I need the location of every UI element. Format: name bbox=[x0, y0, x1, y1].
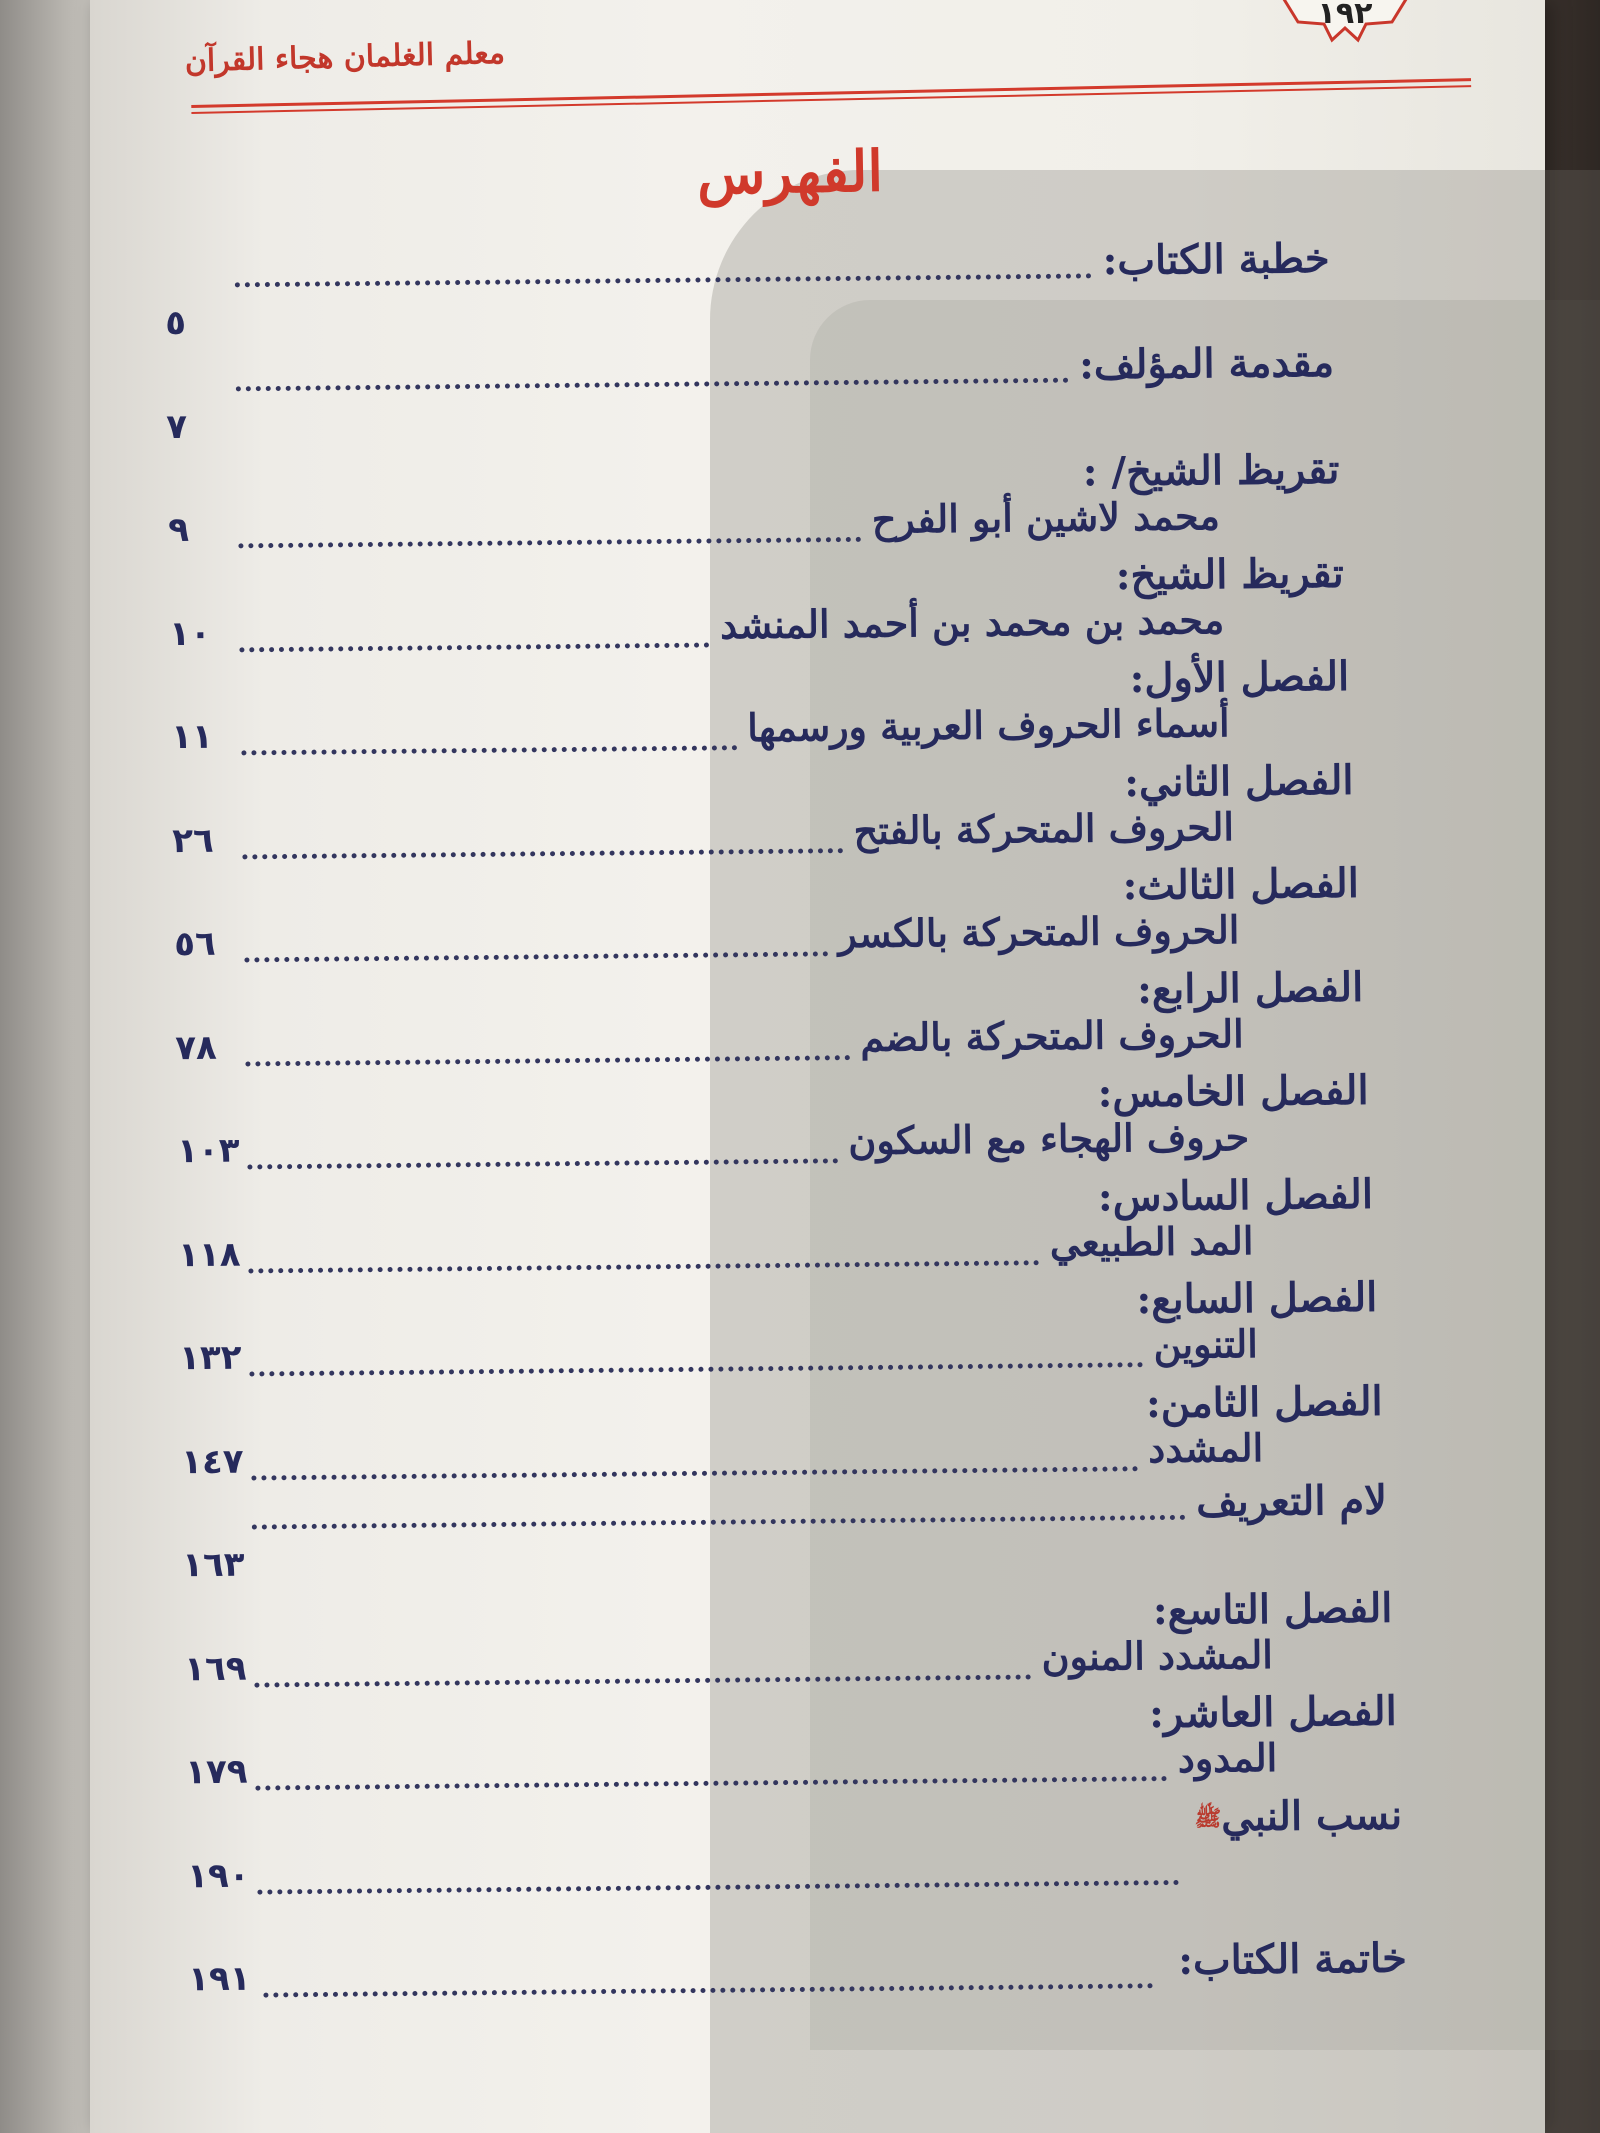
toc-entry-heading: الفصل التاسع: bbox=[1152, 1584, 1393, 1634]
toc-entry bbox=[180, 1377, 1383, 1490]
toc-entry-page-number: ١٦٣ bbox=[182, 1544, 246, 1586]
toc-entry bbox=[172, 756, 1355, 868]
toc-entry bbox=[175, 963, 1364, 1075]
toc-entry bbox=[182, 1476, 1388, 1594]
toc-entry-page-number: ١٩٠ bbox=[186, 1855, 250, 1896]
page-number: ١٩٢ bbox=[1317, 0, 1373, 31]
toc-entry-page-number: ٥ bbox=[165, 302, 187, 344]
toc-entry-heading: الفصل السادس: bbox=[1097, 1170, 1374, 1221]
toc-leader-dots bbox=[263, 1983, 1153, 1997]
toc-entry bbox=[170, 653, 1349, 765]
toc-entry-subtitle: التنوين bbox=[1153, 1320, 1259, 1368]
toc-entry-subtitle: أسماء الحروف العربية ورسمها bbox=[746, 700, 1230, 751]
toc-entry-page-number: ١١ bbox=[170, 716, 213, 758]
toc-entry bbox=[186, 1791, 1402, 1904]
toc-entry bbox=[179, 1274, 1379, 1387]
toc-entry bbox=[169, 549, 1345, 661]
toc-entry-page-number: ١٧٩ bbox=[185, 1751, 248, 1793]
toc-entry-heading: خاتمة الكتاب: bbox=[1178, 1934, 1408, 1985]
toc-entry-page-number: ١٠٣ bbox=[176, 1130, 240, 1172]
toc-leader-dots bbox=[254, 1674, 1031, 1687]
toc-leader-dots bbox=[240, 642, 711, 652]
toc-entry bbox=[188, 1895, 1408, 2008]
toc-entry-page-number: ٧ bbox=[166, 406, 188, 447]
toc-entry-heading: الفصل الثالث: bbox=[1122, 859, 1359, 910]
toc-leader-dots bbox=[248, 1260, 1039, 1273]
toc-entry bbox=[166, 338, 1335, 454]
toc-leader-dots bbox=[256, 1776, 1168, 1791]
toc-entry bbox=[183, 1584, 1393, 1697]
toc-leader-dots bbox=[252, 1515, 1186, 1530]
toc-entry bbox=[176, 1067, 1369, 1179]
toc-entry-heading: الفصل الخامس: bbox=[1096, 1066, 1369, 1117]
toc-entry-subtitle: الحروف المتحركة بالكسر bbox=[837, 907, 1240, 957]
toc-entry-heading: تقريظ الشيخ/ : bbox=[1082, 445, 1340, 496]
toc-entry-heading: مقدمة المؤلف: bbox=[1079, 338, 1335, 389]
page-title: الفهرس bbox=[696, 138, 884, 208]
toc-entry-heading: خطبة الكتاب: bbox=[1102, 234, 1330, 285]
toc-entry-heading: الفصل الثامن: bbox=[1145, 1377, 1383, 1427]
toc-entry-page-number: ١١٨ bbox=[178, 1234, 241, 1275]
toc-entry bbox=[173, 860, 1359, 972]
toc-entry-heading: تقريظ الشيخ: bbox=[1115, 549, 1345, 599]
toc-entry-heading: الفصل السابع: bbox=[1136, 1273, 1378, 1324]
toc-entry bbox=[165, 234, 1331, 351]
toc-leader-dots bbox=[241, 745, 737, 755]
toc-leader-dots bbox=[244, 951, 828, 962]
toc-entry-page-number: ٥٦ bbox=[173, 923, 216, 965]
toc-entry-subtitle: محمد بن محمد بن أحمد المنشد bbox=[720, 596, 1225, 647]
running-title: معلم الغلمان هجاء القرآن bbox=[184, 35, 506, 80]
toc-entry-subtitle: المشدد bbox=[1147, 1424, 1264, 1471]
toc-entry-page-number: ١٤٧ bbox=[180, 1441, 244, 1482]
honorific-icon: ﷺ bbox=[1194, 1805, 1222, 1832]
toc-entry-page-number: ١٣٢ bbox=[179, 1337, 243, 1379]
toc-leader-dots bbox=[238, 537, 861, 549]
toc-entry-subtitle: المشدد المنون bbox=[1041, 1631, 1273, 1679]
toc-entry-page-number: ١٩١ bbox=[188, 1958, 251, 2000]
toc-entry-page-number: ١٦٩ bbox=[183, 1648, 247, 1689]
toc-entry-page-number: ١٠ bbox=[169, 613, 212, 654]
toc-entry-page-number: ٧٨ bbox=[175, 1027, 218, 1068]
toc-entry bbox=[185, 1688, 1398, 1801]
toc-entry-heading: لام التعريف bbox=[1196, 1476, 1388, 1526]
toc-entry-page-number: ٢٦ bbox=[172, 820, 215, 861]
toc-entry bbox=[167, 446, 1340, 558]
toc-entry-heading: الفصل العاشر: bbox=[1149, 1687, 1398, 1738]
toc-entry-heading: نسب النبيﷺ bbox=[1194, 1791, 1402, 1841]
toc-entry-subtitle: المد الطبيعي bbox=[1049, 1217, 1254, 1265]
toc-entry-subtitle: الحروف المتحركة بالفتح bbox=[853, 803, 1235, 853]
toc-entry-subtitle: محمد لاشين أبو الفرح bbox=[871, 493, 1220, 542]
toc-entry-subtitle: الحروف المتحركة بالضم bbox=[860, 1010, 1244, 1060]
toc-entry-heading: الفصل الرابع: bbox=[1136, 963, 1364, 1013]
toc-entry-page-number: ٩ bbox=[167, 509, 190, 551]
toc-leader-dots bbox=[235, 273, 1092, 287]
toc-entry-heading: الفصل الثاني: bbox=[1124, 756, 1354, 806]
toc-entry-subtitle: حروف الهجاء مع السكون bbox=[847, 1114, 1249, 1164]
toc-leader-dots bbox=[257, 1879, 1179, 1894]
toc-leader-dots bbox=[251, 1466, 1138, 1480]
toc-leader-dots bbox=[243, 848, 844, 859]
toc-leader-dots bbox=[247, 1158, 838, 1169]
toc-entry bbox=[177, 1170, 1373, 1283]
toc-leader-dots bbox=[250, 1362, 1144, 1376]
toc-entry-heading: الفصل الأول: bbox=[1129, 652, 1350, 703]
toc-leader-dots bbox=[245, 1055, 850, 1066]
toc-leader-dots bbox=[236, 377, 1069, 391]
toc-entry-subtitle: المدود bbox=[1177, 1734, 1278, 1781]
